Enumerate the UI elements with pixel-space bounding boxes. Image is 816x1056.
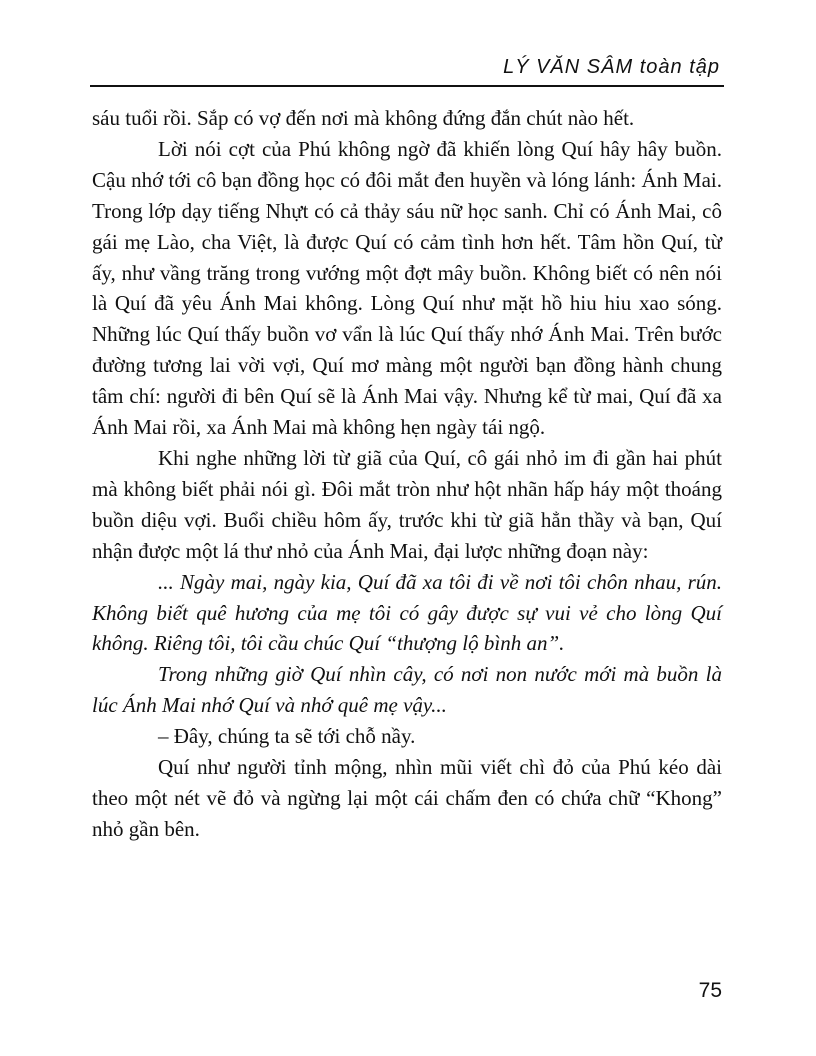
paragraph-memory: Lời nói cợt của Phú không ngờ đã khiến lòng Quí hây hây buồn. Cậu nhớ tới cô bạn đồng học có đôi mắt đen huyền và lóng lánh: Ánh Mai. Trong lớp dạy tiếng Nhựt có cả thảy sáu nữ học sanh. Chỉ có Ánh Mai, cô gái mẹ Lào, cha Việt, là được Quí có cảm tình hơn hết. Tâm hồn Quí, từ ấy, như vầng trăng trong vướng một đợt mây buồn. Không biết có nên nói là Quí đã yêu Ánh Mai không. Lòng Quí như mặt hồ hiu hiu xao sóng. Những lúc Quí thấy buồn vơ vẩn là lúc Quí thấy nhớ Ánh Mai. Trên bước đường tương lai vời vợi, Quí mơ màng một người bạn đồng hành chung tâm chí: người đi bên Quí sẽ là Ánh Mai vậy. Nhưng kể từ mai, Quí đã xa Ánh Mai rồi, xa Ánh Mai mà không hẹn ngày tái ngộ. — [92, 136, 722, 440]
body-text — [92, 103, 722, 845]
paragraph-continuation: sáu tuổi rồi. Sắp có vợ đến nơi mà không đứng đắn chút nào hết. — [92, 106, 635, 130]
letter-quote-2: Trong những giờ Quí nhìn cây, có nơi non nước mới mà buồn là lúc Ánh Mai nhớ Quí và nhớ quê mẹ vậy... — [92, 662, 722, 718]
page-number: 75 — [698, 979, 722, 1002]
running-header-title: LÝ VĂN SÂM toàn tập — [503, 56, 720, 78]
paragraph-map: Quí như người tỉnh mộng, nhìn mũi viết chì đỏ của Phú kéo dài theo một nét vẽ đỏ và ngừng lại một cái chấm đen có chứa chữ “Khong” nhỏ gần bên. — [92, 755, 722, 841]
letter-quote-1: ... Ngày mai, ngày kia, Quí đã xa tôi đi về nơi tôi chôn nhau, rún. Không biết quê hương của mẹ tôi có gây được sự vui vẻ cho lòng Quí không. Riêng tôi, tôi cầu chúc Quí “thượng lộ bình an”. — [92, 569, 722, 656]
paragraph-farewell: Khi nghe những lời từ giã của Quí, cô gái nhỏ im đi gần hai phút mà không biết phải nói gì. Đôi mắt tròn như hột nhãn hấp háy một thoáng buồn diệu vợi. Buổi chiều hôm ấy, trước khi từ giã hẳn thầy và bạn, Quí nhận được một lá thư nhỏ của Ánh Mai, đại lược những đoạn này: — [92, 445, 722, 563]
header-rule — [90, 85, 724, 87]
dialogue-line: – Đây, chúng ta sẽ tới chỗ nầy. — [158, 724, 416, 749]
